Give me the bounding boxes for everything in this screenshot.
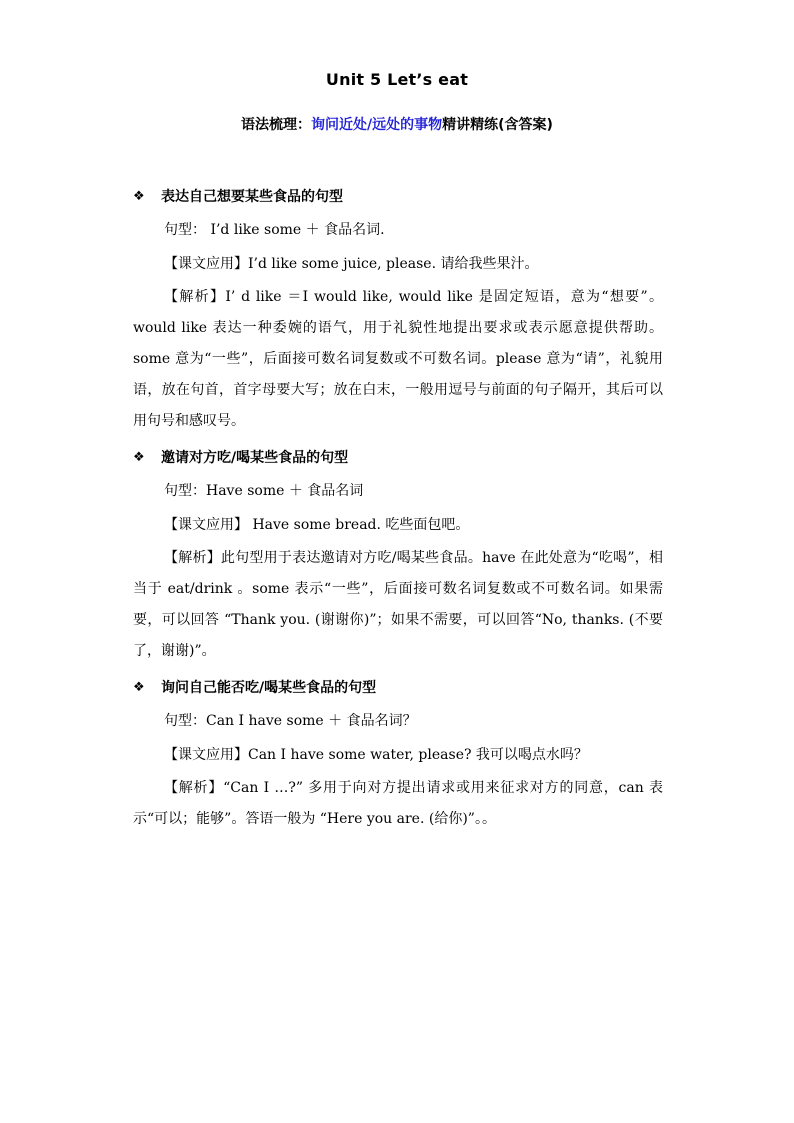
textbook-example: 【课文应用】Can I have some water, please? 我可以喝点水吗？ — [164, 747, 588, 763]
section-heading — [133, 447, 663, 467]
section-heading-text: 询问自己能否吃/喝某些食品的句型 — [161, 680, 377, 696]
document-body — [133, 186, 663, 845]
analysis-paragraph: 【解析】此句型用于表达邀请对方吃/喝某些食品。have 在此处意为“吃喝”，相当于 eat/drink 。some 表示“一些”，后面接可数名词复数或不可数名词。如果需要，可以回答 “Thank you. (谢谢你)”；如果不需要，可以回答“No, thanks. (不要了，谢谢)”。 — [133, 550, 663, 659]
section-heading-text: 邀请对方吃/喝某些食品的句型 — [161, 450, 349, 466]
page-subtitle — [0, 114, 794, 134]
section-2 — [133, 447, 663, 667]
section-3 — [133, 677, 663, 835]
subtitle-prefix: 语法梳理： — [241, 117, 312, 133]
textbook-example: 【课文应用】I’d like some juice, please. 请给我些果汁。 — [164, 256, 539, 272]
subtitle-highlight: 询问近处/远处的事物 — [311, 117, 443, 133]
sentence-pattern: 句型： I’d like some ＋ 食品名词. — [164, 222, 385, 238]
analysis-paragraph: 【解析】“Can I …?” 多用于向对方提出请求或用来征求对方的同意，can 表示“可以；能够”。答语一般为 “Here you are. (给你)”。。 — [133, 780, 663, 827]
sentence-pattern: 句型：Can I have some ＋ 食品名词？ — [164, 713, 417, 729]
section-heading — [133, 677, 663, 697]
textbook-example: 【课文应用】 Have some bread. 吃些面包吧。 — [164, 517, 470, 533]
diamond-bullet-icon: ❖ — [133, 679, 145, 695]
diamond-bullet-icon: ❖ — [133, 449, 145, 465]
page-title: Unit 5 Let’s eat — [325, 70, 469, 89]
section-heading — [133, 186, 663, 206]
subtitle-suffix: 精讲精练(含答案) — [442, 117, 553, 133]
analysis-paragraph: 【解析】I’ d like ＝I would like, would like 是固定短语，意为“想要”。would like 表达一种委婉的语气，用于礼貌性地提出要求或表示愿意提供帮助。some 意为“一些”，后面接可数名词复数或不可数名词。please 意为“请”，礼貌用语，放在句首，首字母要大写；放在白末，一般用逗号与前面的句子隔开，其后可以用句号和感叹号。 — [133, 289, 663, 429]
sentence-pattern: 句型：Have some ＋ 食品名词 — [164, 483, 364, 499]
diamond-bullet-icon: ❖ — [133, 188, 145, 204]
section-1 — [133, 186, 663, 437]
section-heading-text: 表达自己想要某些食品的句型 — [161, 189, 343, 205]
